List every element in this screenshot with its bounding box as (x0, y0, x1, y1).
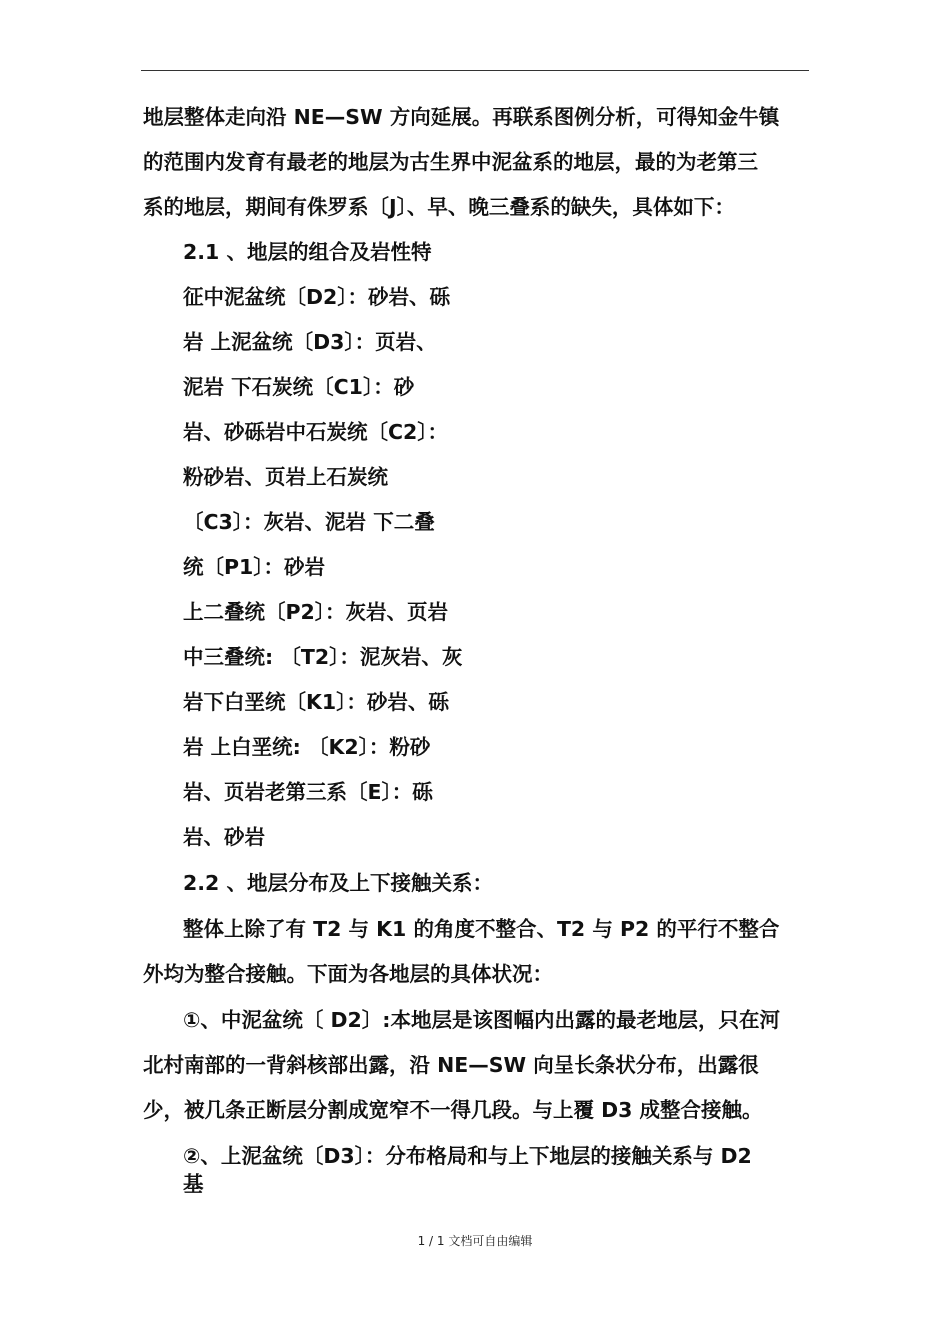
section-heading: 2.2 、地层分布及上下接触关系： (183, 871, 493, 895)
stratum-line: 征中泥盆统〔D2〕：砂岩、砾 (183, 285, 451, 309)
stratum-line: 岩下白垩统〔K1〕：砂岩、砾 (183, 690, 449, 714)
stratum-line: 统〔P1〕：砂岩 (183, 555, 326, 579)
paragraph-line: 的范围内发育有最老的地层为古生界中泥盆系的地层，最的为老第三 (143, 150, 758, 174)
paragraph-line: ②、上泥盆统〔D3〕：分布格局和与上下地层的接触关系与 D2 (183, 1144, 752, 1168)
paragraph-line: 少，被几条正断层分割成宽窄不一得几段。与上覆 D3 成整合接触。 (143, 1098, 763, 1122)
paragraph-line: 北村南部的一背斜核部出露，沿 NE—SW 向呈长条状分布，出露很 (143, 1053, 759, 1077)
section-heading: 2.1 、地层的组合及岩性特 (183, 240, 432, 264)
stratum-line: 上二叠统〔P2〕：灰岩、页岩 (183, 600, 449, 624)
paragraph-line: ①、中泥盆统〔 D2〕:本地层是该图幅内出露的最老地层，只在河 (183, 1008, 780, 1032)
paragraph-line: 外均为整合接触。下面为各地层的具体状况： (143, 962, 553, 986)
stratum-line: 岩 上泥盆统〔D3〕：页岩、 (183, 330, 437, 354)
stratum-line: 岩、砂岩 (183, 825, 265, 849)
stratum-line: 〔C3〕：灰岩、泥岩 下二叠 (183, 510, 435, 534)
stratum-line: 泥岩 下石炭统〔C1〕：砂 (183, 375, 415, 399)
paragraph-line: 整体上除了有 T2 与 K1 的角度不整合、T2 与 P2 的平行不整合 (183, 917, 780, 941)
page-footer: 1 / 1 文档可自由编辑 (417, 1234, 533, 1248)
paragraph-line: 地层整体走向沿 NE—SW 方向延展。再联系图例分析，可得知金牛镇 (143, 105, 780, 129)
stratum-line: 岩 上白垩统: 〔K2〕：粉砂 (183, 735, 431, 759)
stratum-line: 粉砂岩、页岩上石炭统 (183, 465, 388, 489)
stratum-line: 岩、砂砾岩中石炭统〔C2〕： (183, 420, 449, 444)
stratum-line: 岩、页岩老第三系〔E〕：砾 (183, 780, 433, 804)
paragraph-line: 系的地层，期间有侏罗系〔J〕、早、晚三叠系的缺失，具体如下： (143, 195, 735, 219)
header-rule (141, 70, 809, 71)
stratum-line: 中三叠统: 〔T2〕：泥灰岩、灰 (183, 645, 463, 669)
paragraph-line: 基 (183, 1172, 204, 1196)
